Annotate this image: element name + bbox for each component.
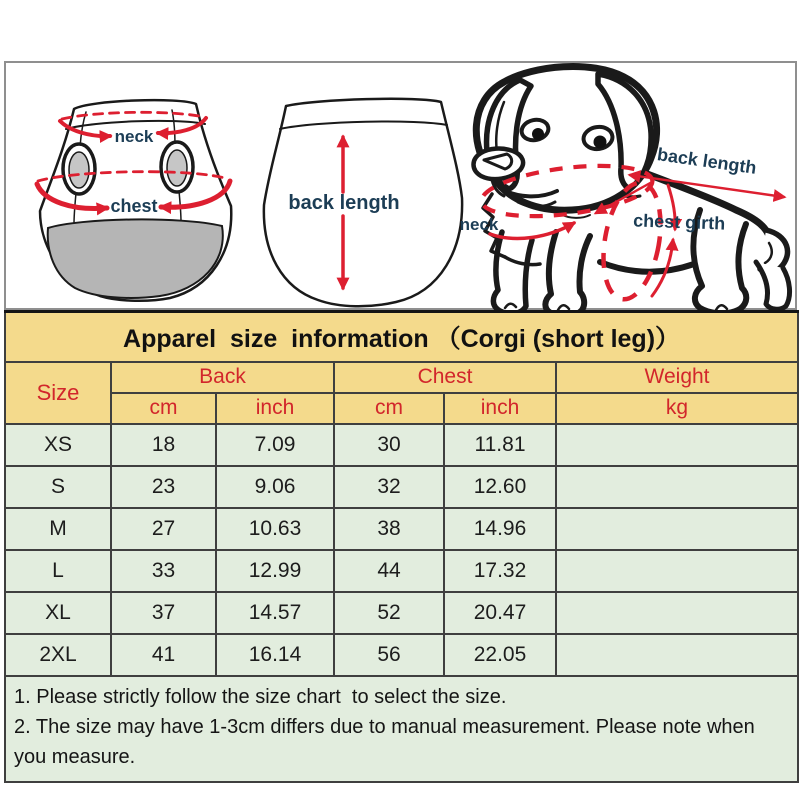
back-garment-figure <box>264 99 462 306</box>
chest-cm-value: 32 <box>334 466 444 508</box>
note-2: 2. The size may have 1-3cm differs due to manual measurement. Please note when you measure. <box>14 715 761 768</box>
chest-inch-value: 14.96 <box>444 508 556 550</box>
back-cm-value: 23 <box>111 466 216 508</box>
chest-inch-value: 17.32 <box>444 550 556 592</box>
table-title: Apparel size information （Corgi (short leg)） <box>5 312 798 362</box>
weight-value <box>556 508 798 550</box>
weight-value <box>556 592 798 634</box>
size-value: M <box>5 508 111 550</box>
back-cm-value: 18 <box>111 424 216 466</box>
front-garment-neck-label: neck <box>114 127 154 146</box>
table-row <box>5 634 798 676</box>
table-row <box>5 466 798 508</box>
size-value: S <box>5 466 111 508</box>
col-header-size: Size <box>5 362 111 424</box>
dog-figure <box>460 66 790 310</box>
dog-back-length-label: back length <box>655 144 758 178</box>
back-inch-value: 14.57 <box>216 592 334 634</box>
size-table <box>4 310 799 783</box>
weight-value <box>556 550 798 592</box>
back-cm-value: 41 <box>111 634 216 676</box>
size-value: XS <box>5 424 111 466</box>
chest-inch-value: 12.60 <box>444 466 556 508</box>
chest-inch-value: 11.81 <box>444 424 556 466</box>
back-inch-value: 7.09 <box>216 424 334 466</box>
front-garment-chest-label: chest <box>110 196 158 216</box>
table-row <box>5 592 798 634</box>
chest-cm-value: 30 <box>334 424 444 466</box>
chest-cm-value: 38 <box>334 508 444 550</box>
chest-inch-value: 20.47 <box>444 592 556 634</box>
weight-value <box>556 424 798 466</box>
measurement-illustrations <box>4 61 797 310</box>
notes-block <box>5 676 798 782</box>
back-cm-value: 27 <box>111 508 216 550</box>
col-header-weight: Weight <box>556 362 798 393</box>
size-value: 2XL <box>5 634 111 676</box>
chest-cm-value: 52 <box>334 592 444 634</box>
front-garment-figure <box>37 100 231 301</box>
back-cm-value: 37 <box>111 592 216 634</box>
back-inch-value: 16.14 <box>216 634 334 676</box>
dog-chest-girth-label: chest girth <box>632 210 726 234</box>
table-row <box>5 424 798 466</box>
chest-cm-value: 56 <box>334 634 444 676</box>
dog-neck-label: neck <box>459 215 499 234</box>
col-header-kg: kg <box>556 393 798 424</box>
table-row <box>5 550 798 592</box>
back-inch-value: 9.06 <box>216 466 334 508</box>
col-header-back: Back <box>111 362 334 393</box>
col-header-chest-cm: cm <box>334 393 444 424</box>
note-1: 1. Please strictly follow the size chart to select the size. <box>14 685 507 708</box>
back-garment-back-length-label: back length <box>288 192 400 214</box>
back-inch-value: 12.99 <box>216 550 334 592</box>
col-header-chest-inch: inch <box>444 393 556 424</box>
size-value: L <box>5 550 111 592</box>
chest-inch-value: 22.05 <box>444 634 556 676</box>
weight-value <box>556 466 798 508</box>
back-cm-value: 33 <box>111 550 216 592</box>
back-inch-value: 10.63 <box>216 508 334 550</box>
col-header-back-inch: inch <box>216 393 334 424</box>
col-header-back-cm: cm <box>111 393 216 424</box>
chest-cm-value: 44 <box>334 550 444 592</box>
col-header-chest: Chest <box>334 362 556 393</box>
weight-value <box>556 634 798 676</box>
size-value: XL <box>5 592 111 634</box>
table-row <box>5 508 798 550</box>
